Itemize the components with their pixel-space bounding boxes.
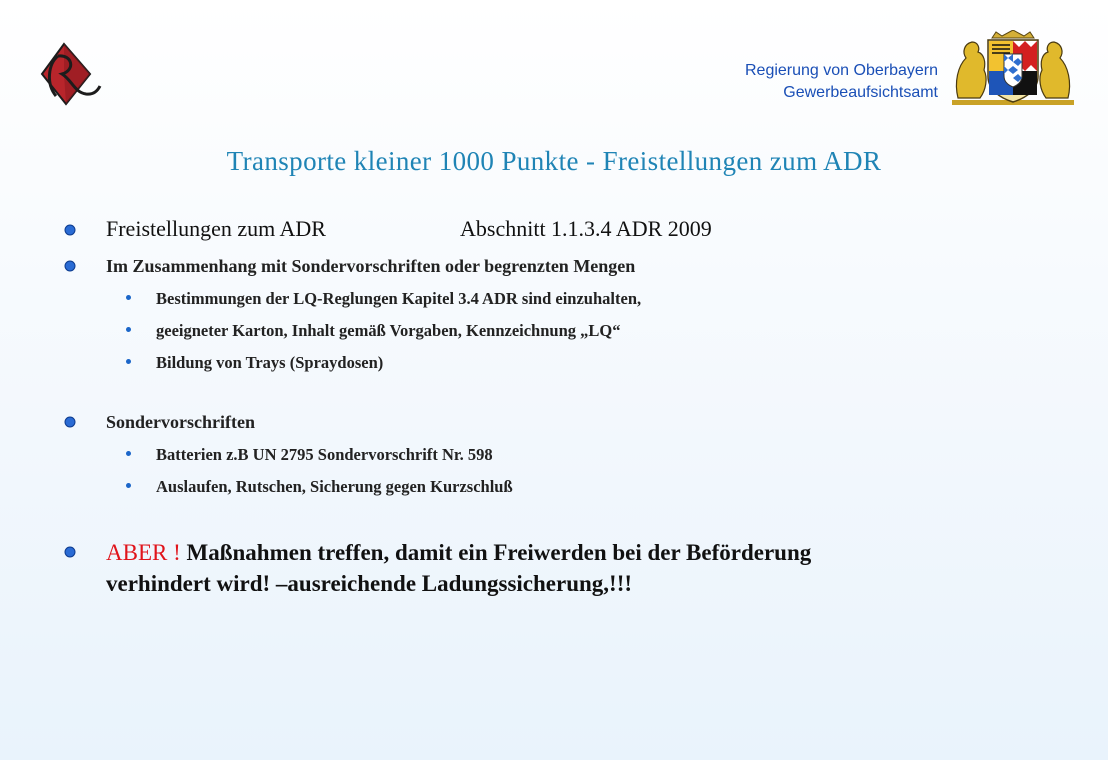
warning-label: ABER ! — [106, 540, 181, 565]
sub-bullet — [126, 477, 1026, 499]
sub-bullet-icon — [126, 359, 131, 364]
warning-text: Maßnahmen treffen, damit ein Freiwerden bei der Beförderung — [186, 540, 812, 565]
sub-bullet-text: Bildung von Trays (Spraydosen) — [156, 353, 384, 372]
bullet-icon — [64, 260, 76, 272]
bullet-icon — [64, 224, 76, 236]
bullet-warning — [64, 537, 1024, 603]
warning-line2: verhindert wird! –ausreichende Ladungssicherung,!!! — [106, 571, 633, 596]
bullet-text: Sondervorschriften — [106, 412, 255, 432]
bullet-icon — [64, 546, 76, 558]
bullet-icon — [64, 416, 76, 428]
bullet-text: Im Zusammenhang mit Sondervorschriften oder begrenzten Mengen — [106, 256, 636, 276]
authority-line1: Regierung von Oberbayern — [744, 62, 938, 79]
sub-bullet-text: geeigneter Karton, Inhalt gemäß Vorgaben, Kennzeichnung „LQ“ — [156, 321, 621, 340]
sub-bullet-text: Auslaufen, Rutschen, Sicherung gegen Kurzschluß — [156, 477, 513, 496]
sub-bullet-icon — [126, 483, 131, 488]
sub-bullet — [126, 289, 1026, 311]
sub-bullet-icon — [126, 451, 131, 456]
authority-name — [745, 60, 938, 104]
sub-bullet — [126, 353, 1026, 375]
slide-title: Transporte kleiner 1000 Punkte - Freistellungen zum ADR — [226, 146, 882, 176]
warning-line1 — [106, 537, 811, 568]
organization-logo — [38, 40, 104, 120]
bullet-special-provisions — [64, 412, 1024, 436]
authority-line2: Gewerbeaufsichtsamt — [783, 84, 938, 101]
bullet-exemptions-label: Freistellungen zum ADR — [106, 216, 326, 241]
sub-bullet — [126, 445, 1026, 467]
bullet-exemptions — [64, 216, 1024, 246]
bavarian-coat-of-arms — [952, 30, 1074, 106]
sub-bullet-icon — [126, 295, 131, 300]
sub-bullet-text: Bestimmungen der LQ-Reglungen Kapitel 3.4 ADR sind einzuhalten, — [156, 289, 642, 308]
sub-bullet-text: Batterien z.B UN 2795 Sondervorschrift Nr. 598 — [156, 445, 493, 464]
sub-bullet — [126, 321, 1026, 343]
bullet-exemptions-reference: Abschnitt 1.1.3.4 ADR 2009 — [460, 216, 712, 241]
bullet-special-provisions-limited-quantities — [64, 256, 1024, 280]
sub-bullet-icon — [126, 327, 131, 332]
